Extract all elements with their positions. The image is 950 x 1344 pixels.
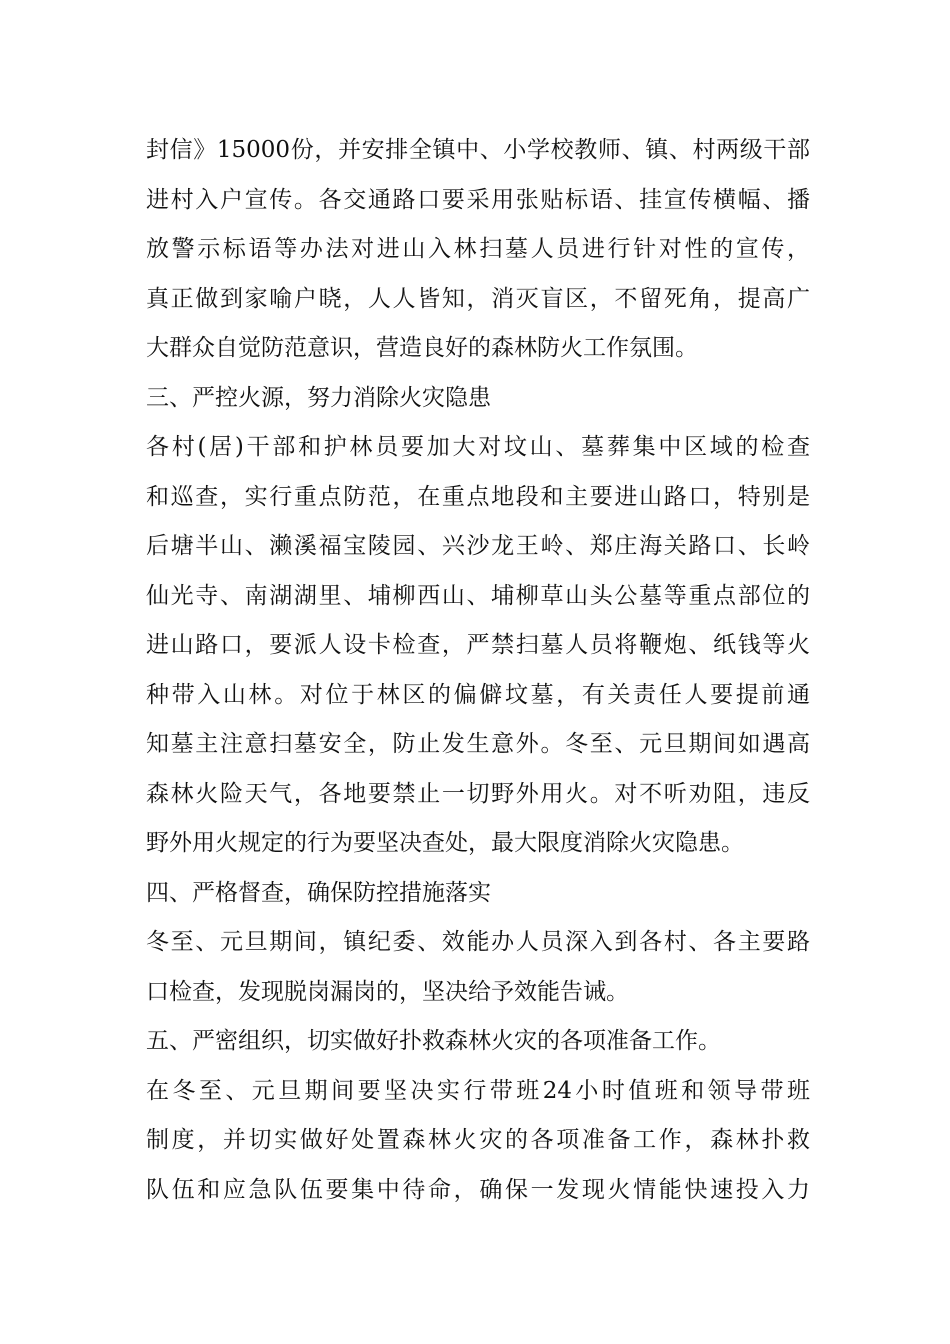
- text-line: 制度，并切实做好处置森林火灾的各项准备工作，森林扑救: [146, 1127, 810, 1153]
- section-heading-3: 三、严控火源，努力消除火灾隐患: [146, 384, 491, 411]
- text-line: 口检查，发现脱岗漏岗的，坚决给予效能告诫。: [146, 978, 629, 1005]
- text-line: 知墓主注意扫墓安全，防止发生意外。冬至、元旦期间如遇高: [146, 731, 810, 757]
- text-line: 后塘半山、濑溪福宝陵园、兴沙龙王岭、郑庄海关路口、长岭: [146, 533, 810, 559]
- text-line: 和巡查，实行重点防范，在重点地段和主要进山路口，特别是: [146, 483, 810, 510]
- text-line: 进山路口，要派人设卡检查，严禁扫墓人员将鞭炮、纸钱等火: [146, 632, 810, 658]
- text-line: 队伍和应急队伍要集中待命，确保一发现火情能快速投入力: [146, 1176, 810, 1203]
- text-line: 封信》15000份，并安排全镇中、小学校教师、镇、村两级干部: [146, 137, 810, 163]
- text-line: 野外用火规定的行为要坚决查处，最大限度消除火灾隐患。: [146, 830, 744, 856]
- text-line: 冬至、元旦期间，镇纪委、效能办人员深入到各村、各主要路: [146, 929, 810, 955]
- text-line: 放警示标语等办法对进山入林扫墓人员进行针对性的宣传，: [146, 236, 810, 262]
- text-line: 在冬至、元旦期间要坚决实行带班24小时值班和领导带班: [146, 1077, 810, 1104]
- text-line: 进村入户宣传。各交通路口要采用张贴标语、挂宣传横幅、播: [146, 186, 810, 213]
- section-heading-5: 五、严密组织，切实做好扑救森林火灾的各项准备工作。: [146, 1028, 721, 1054]
- text-line: 仙光寺、南湖湖里、埔柳西山、埔柳草山头公墓等重点部位的: [146, 582, 810, 609]
- section-heading-4: 四、严格督查，确保防控措施落实: [146, 879, 491, 906]
- body-text: [146, 126, 810, 1215]
- text-line: 种带入山林。对位于林区的偏僻坟墓，有关责任人要提前通: [146, 681, 810, 708]
- text-line: 森林火险天气，各地要禁止一切野外用火。对不听劝阻，违反: [146, 780, 810, 807]
- text-line: 真正做到家喻户晓，人人皆知，消灭盲区，不留死角，提高广: [146, 285, 810, 312]
- text-line: 大群众自觉防范意识，营造良好的森林防火工作氛围。: [146, 335, 698, 361]
- text-line: 各村(居)干部和护林员要加大对坟山、墓葬集中区域的检查: [146, 434, 810, 460]
